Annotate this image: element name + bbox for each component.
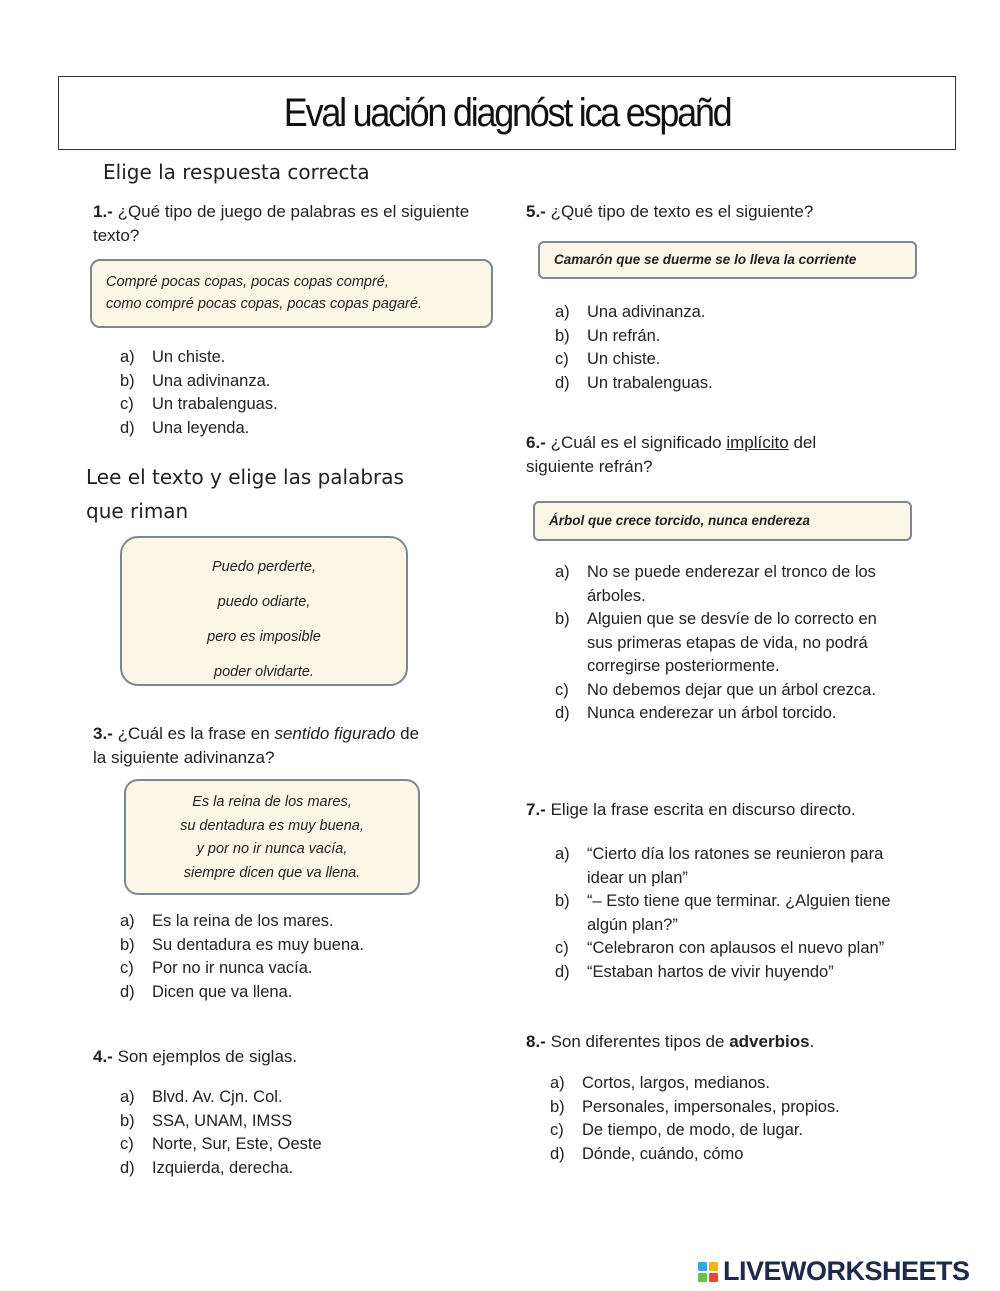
riddle-line: Es la reina de los mares,: [192, 794, 352, 810]
option-letter: d): [555, 704, 570, 722]
option-b[interactable]: [550, 1096, 910, 1120]
option-text: Dicen que va llena.: [152, 982, 293, 1001]
option-b[interactable]: [555, 890, 900, 937]
option-text: Su dentadura es muy buena.: [152, 935, 364, 954]
riddle-line: siempre dicen que va llena.: [183, 864, 361, 881]
option-text: Una adivinanza.: [587, 303, 706, 321]
option-text: Un trabalenguas.: [152, 395, 278, 413]
option-letter: b): [555, 892, 570, 910]
title-box: [58, 76, 956, 150]
question-4-number: 4.-: [93, 1047, 113, 1066]
question-8-text: .: [809, 1032, 815, 1051]
option-text: Un chiste.: [152, 348, 226, 366]
question-6: [526, 431, 926, 479]
option-a[interactable]: [555, 561, 900, 608]
instruction: Elige la respuesta correcta: [103, 160, 370, 184]
box-line: Árbol que crece torcido, nunca endereza: [549, 513, 811, 528]
option-letter: b): [555, 610, 570, 628]
option-letter: b): [120, 371, 135, 390]
option-letter: d): [120, 982, 135, 1001]
option-text: “Celebraron con aplausos el nuevo plan”: [587, 939, 885, 957]
logo-icon: [698, 1262, 718, 1282]
question-8-text: Son diferentes tipos de: [550, 1032, 725, 1051]
option-letter: c): [555, 680, 569, 699]
option-c[interactable]: [120, 1133, 480, 1157]
option-text: Un chiste.: [587, 350, 661, 368]
option-letter: d): [555, 962, 570, 981]
question-3-text: de: [400, 724, 420, 743]
logo-square: [698, 1262, 707, 1271]
box-line: Camarón que se duerme se lo lleva la corriente: [554, 252, 857, 267]
logo-text: LIVEWORKSHEETS: [723, 1256, 970, 1286]
option-text: Norte, Sur, Este, Oeste: [152, 1135, 322, 1153]
option-d[interactable]: [120, 417, 480, 441]
option-text: Un trabalenguas.: [587, 373, 713, 392]
option-letter: a): [120, 1088, 135, 1106]
option-text: Izquierda, derecha.: [152, 1158, 294, 1177]
question-6-text: siguiente refrán?: [526, 457, 653, 476]
question-5-text-box: [538, 241, 917, 279]
option-text: Nunca enderezar un árbol torcido.: [587, 704, 837, 722]
option-letter: a): [555, 303, 570, 321]
option-d[interactable]: [555, 702, 900, 726]
page-title: Eval uación diagnóst ica españd: [283, 90, 731, 135]
option-b[interactable]: [555, 325, 915, 349]
option-letter: a): [120, 912, 135, 930]
option-text: “Cierto día los ratones se reunieron para idear un plan”: [587, 845, 884, 887]
poem-line: poder olvidarte.: [214, 664, 314, 680]
option-text: Una leyenda.: [152, 418, 250, 437]
option-a[interactable]: [120, 910, 480, 934]
question-7-text: Elige la frase escrita en discurso directo.: [550, 800, 856, 819]
question-5-options: [555, 301, 915, 395]
poem-line: pero es imposible: [207, 629, 321, 645]
logo-square: [709, 1262, 718, 1271]
question-3-options: [120, 910, 480, 1004]
option-text: Un refrán.: [587, 326, 661, 345]
question-6-text: del: [793, 433, 817, 452]
option-text: Alguien que se desvíe de lo correcto en sus primeras etapas de vida, no podrá corregirse posteriormente.: [587, 610, 877, 675]
option-c[interactable]: [555, 937, 900, 961]
question-3-number: 3.-: [93, 724, 113, 743]
question-7-options: [555, 843, 900, 984]
liveworksheets-logo[interactable]: [698, 1256, 970, 1287]
option-letter: c): [555, 939, 569, 957]
option-text: Una adivinanza.: [152, 371, 271, 390]
option-text: “– Esto tiene que terminar. ¿Alguien tiene algún plan?”: [587, 892, 891, 934]
question-2-instruction: [86, 460, 404, 528]
riddle-box: [124, 779, 420, 895]
logo-square: [709, 1273, 718, 1282]
option-text: SSA, UNAM, IMSS: [152, 1111, 293, 1130]
option-d[interactable]: [555, 961, 900, 985]
option-c[interactable]: [550, 1119, 910, 1143]
question-6-underline: implícito: [726, 433, 789, 452]
question-5: [526, 200, 926, 224]
option-letter: a): [120, 348, 135, 366]
option-text: Es la reina de los mares.: [152, 912, 334, 930]
option-letter: a): [550, 1074, 565, 1092]
option-letter: a): [555, 845, 570, 863]
instruction-line: Lee el texto y elige las palabras: [86, 465, 404, 489]
question-8-options: [550, 1072, 910, 1166]
poem-box: [120, 536, 408, 686]
option-letter: c): [120, 1135, 134, 1153]
option-text: Personales, impersonales, propios.: [582, 1097, 840, 1116]
question-6-text-box: [533, 501, 912, 541]
question-1-number: 1.-: [93, 202, 113, 221]
option-text: Por no ir nunca vacía.: [152, 959, 313, 977]
option-text: No debemos dejar que un árbol crezca.: [587, 680, 876, 699]
option-a[interactable]: [550, 1072, 910, 1096]
question-8: [526, 1030, 946, 1054]
option-c[interactable]: [555, 679, 900, 703]
option-text: “Estaban hartos de vivir huyendo”: [587, 962, 834, 981]
option-letter: c): [555, 350, 569, 368]
option-b[interactable]: [120, 370, 480, 394]
question-7-number: 7.-: [526, 800, 546, 819]
option-d[interactable]: [555, 372, 915, 396]
box-line: como compré pocas copas, pocas copas pagaré.: [106, 296, 422, 312]
question-7: [526, 798, 946, 822]
option-a[interactable]: [555, 301, 915, 325]
option-b[interactable]: [120, 1110, 480, 1134]
question-1: [93, 200, 483, 248]
option-letter: b): [555, 326, 570, 345]
question-5-number: 5.-: [526, 202, 546, 221]
option-letter: c): [120, 395, 134, 413]
question-1-text-box: [90, 259, 493, 328]
option-d[interactable]: [120, 1157, 480, 1181]
option-letter: d): [120, 418, 135, 437]
question-3-text: la siguiente adivinanza?: [93, 748, 275, 767]
option-letter: b): [120, 935, 135, 954]
question-6-number: 6.-: [526, 433, 546, 452]
option-d[interactable]: [120, 981, 480, 1005]
question-5-text: ¿Qué tipo de texto es el siguiente?: [550, 202, 814, 221]
question-4: [93, 1045, 493, 1069]
riddle-line: y por no ir nunca vacía,: [196, 841, 348, 857]
question-6-options: [555, 561, 900, 726]
option-letter: d): [120, 1158, 135, 1177]
option-a[interactable]: [555, 843, 900, 890]
riddle-line: su dentadura es muy buena,: [180, 817, 364, 834]
option-a[interactable]: [120, 346, 480, 370]
option-text: Cortos, largos, medianos.: [582, 1074, 771, 1092]
option-letter: c): [120, 959, 134, 977]
option-text: Dónde, cuándo, cómo: [582, 1144, 744, 1163]
option-b[interactable]: [555, 608, 900, 679]
option-letter: b): [120, 1111, 135, 1130]
option-text: No se puede enderezar el tronco de los árboles.: [587, 563, 876, 605]
instruction-line: que riman: [86, 499, 189, 523]
question-6-text: ¿Cuál es el significado: [550, 433, 722, 452]
option-d[interactable]: [550, 1143, 910, 1167]
option-letter: c): [550, 1121, 564, 1139]
question-3: [93, 722, 493, 770]
option-c[interactable]: [555, 348, 915, 372]
question-8-number: 8.-: [526, 1032, 546, 1051]
option-b[interactable]: [120, 934, 480, 958]
option-letter: b): [550, 1097, 565, 1116]
question-3-text: ¿Cuál es la frase en: [117, 724, 270, 743]
question-1-text: ¿Qué tipo de juego de palabras es el siguiente texto?: [93, 202, 470, 245]
option-c[interactable]: [120, 957, 480, 981]
question-4-text: Son ejemplos de siglas.: [117, 1047, 298, 1066]
option-letter: a): [555, 563, 570, 581]
option-c[interactable]: [120, 393, 480, 417]
poem-line: Puedo perderte,: [212, 559, 316, 575]
box-line: Compré pocas copas, pocas copas compré,: [106, 274, 389, 290]
option-text: Blvd. Av. Cjn. Col.: [152, 1088, 283, 1106]
option-letter: d): [550, 1144, 565, 1163]
option-text: De tiempo, de modo, de lugar.: [582, 1121, 804, 1139]
question-8-bold: adverbios: [729, 1032, 810, 1051]
option-a[interactable]: [120, 1086, 480, 1110]
question-3-emphasis: sentido figurado: [274, 724, 396, 743]
question-1-options: [120, 346, 480, 440]
poem-line: puedo odiarte,: [217, 594, 311, 610]
logo-square: [698, 1273, 707, 1282]
question-4-options: [120, 1086, 480, 1180]
option-letter: d): [555, 373, 570, 392]
